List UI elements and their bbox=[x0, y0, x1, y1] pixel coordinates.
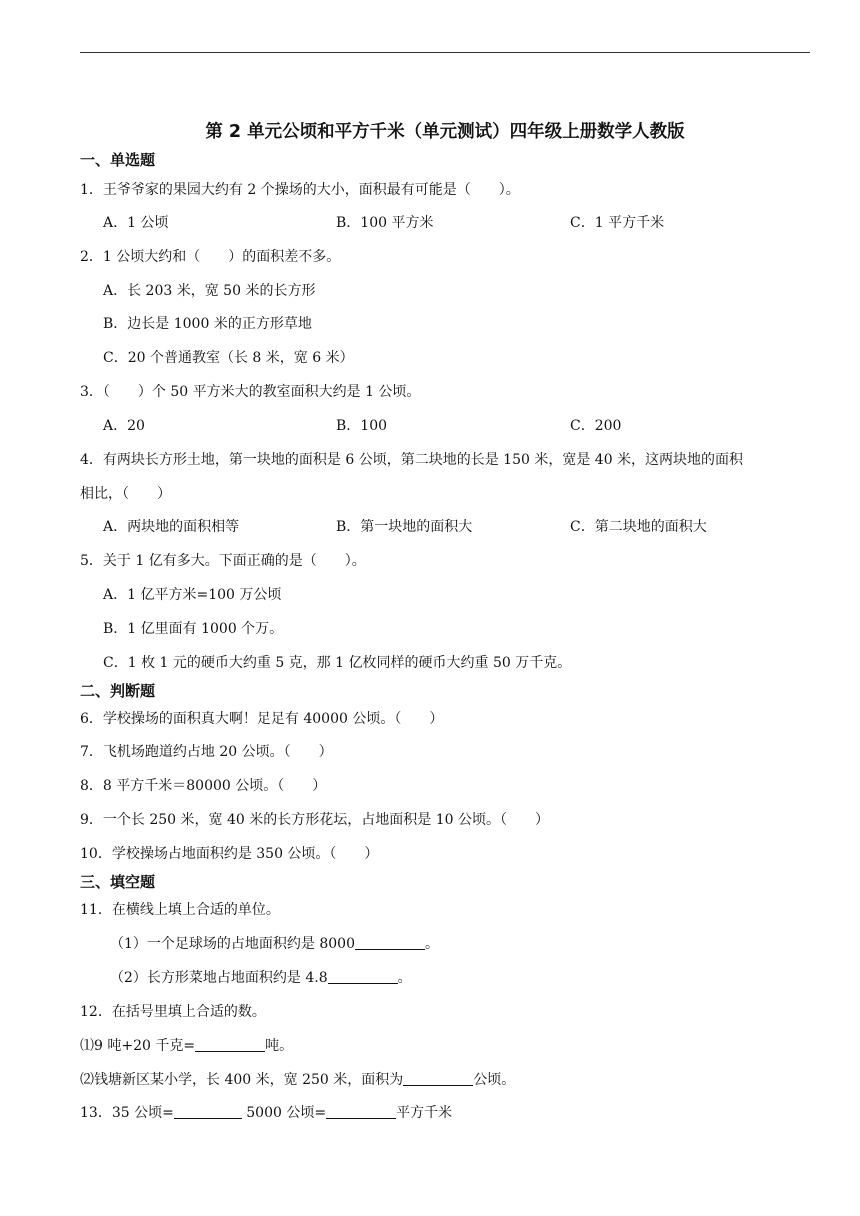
question-6: 6．学校操场的面积真大啊！足足有 40000 公顷。（ ） bbox=[80, 711, 444, 727]
question-4-line-1: 4．有两块长方形土地，第一块地的面积是 6 公顷，第二块地的长是 150 米，宽是 40 米，这两块地的面积 bbox=[80, 452, 744, 468]
q2-option-b: B．边长是 1000 米的正方形草地 bbox=[103, 316, 312, 332]
q4-option-c: C．第二块地的面积大 bbox=[570, 519, 707, 535]
q5-option-b: B．1 亿里面有 1000 个万。 bbox=[103, 621, 284, 637]
q3-option-c: C．200 bbox=[570, 418, 622, 434]
question-11-part-1 bbox=[110, 934, 439, 954]
q11-p1-text: （1）一个足球场的占地面积约是 8000 bbox=[110, 936, 355, 952]
question-5: 5．关于 1 亿有多大。下面正确的是（ ）。 bbox=[80, 553, 366, 569]
question-12-part-2 bbox=[80, 1070, 515, 1090]
question-10: 10．学校操场占地面积约是 350 公顷。（ ） bbox=[80, 846, 379, 862]
question-9: 9．一个长 250 米，宽 40 米的长方形花坛，占地面积是 10 公顷。（ ） bbox=[80, 812, 549, 828]
q1-option-c: C．1 平方千米 bbox=[570, 215, 665, 231]
question-11: 11．在横线上填上合适的单位。 bbox=[80, 902, 280, 918]
question-2: 2．1 公顷大约和（ ）的面积差不多。 bbox=[80, 249, 341, 265]
question-3: 3．（ ）个 50 平方米大的教室面积大约是 1 公顷。 bbox=[80, 384, 421, 400]
q12-p1-text: ⑴9 吨+20 千克= bbox=[80, 1038, 196, 1054]
q11-p2-text: （2）长方形菜地占地面积约是 4.8 bbox=[110, 970, 328, 986]
q11-p2-blank[interactable] bbox=[328, 969, 398, 984]
q12-p2-blank[interactable] bbox=[403, 1071, 473, 1086]
q13-p2-blank[interactable] bbox=[326, 1104, 396, 1119]
question-12-part-1 bbox=[80, 1036, 293, 1056]
q13-p2-end: 平方千米 bbox=[396, 1105, 453, 1121]
q5-option-c: C．1 枚 1 元的硬币大约重 5 克，那 1 亿枚同样的硬币大约重 50 万千克。 bbox=[103, 655, 572, 671]
q3-option-a: A．20 bbox=[103, 418, 145, 434]
q11-p2-end: 。 bbox=[397, 970, 412, 986]
question-11-part-2 bbox=[110, 968, 412, 988]
question-12: 12．在括号里填上合适的数。 bbox=[80, 1004, 266, 1020]
q12-p2-end: 公顷。 bbox=[473, 1072, 516, 1088]
question-13 bbox=[80, 1103, 452, 1123]
q13-p1-blank[interactable] bbox=[174, 1104, 242, 1119]
q4-option-a: A．两块地的面积相等 bbox=[103, 519, 240, 535]
page-title: 第 2 单元公顷和平方千米（单元测试）四年级上册数学人教版 bbox=[205, 122, 685, 142]
section-heading-single-choice: 一、单选题 bbox=[80, 151, 156, 169]
q4-option-b: B．第一块地的面积大 bbox=[336, 519, 473, 535]
q1-option-a: A．1 公顷 bbox=[103, 215, 169, 231]
q12-p1-blank[interactable] bbox=[195, 1037, 265, 1052]
question-4-line-2: 相比，（ ） bbox=[80, 486, 171, 502]
q12-p1-end: 吨。 bbox=[265, 1038, 294, 1054]
q13-p2-text: 5000 公顷= bbox=[241, 1105, 327, 1121]
q5-option-a: A．1 亿平方米=100 万公顷 bbox=[103, 587, 282, 603]
question-1: 1．王爷爷家的果园大约有 2 个操场的大小，面积最有可能是（ ）。 bbox=[80, 182, 520, 198]
header-rule bbox=[80, 52, 810, 53]
q13-p1-text: 13．35 公顷= bbox=[80, 1105, 174, 1121]
q11-p1-end: 。 bbox=[425, 936, 439, 952]
question-8: 8．8 平方千米＝80000 公顷。（ ） bbox=[80, 778, 327, 794]
q11-p1-blank[interactable] bbox=[355, 935, 425, 950]
section-heading-true-false: 二、判断题 bbox=[80, 682, 156, 700]
section-heading-fill-in: 三、填空题 bbox=[80, 873, 156, 891]
q2-option-a: A．长 203 米，宽 50 米的长方形 bbox=[103, 283, 316, 299]
q3-option-b: B．100 bbox=[336, 418, 388, 434]
q12-p2-text: ⑵钱塘新区某小学，长 400 米，宽 250 米，面积为 bbox=[80, 1072, 404, 1088]
question-7: 7．飞机场跑道约占地 20 公顷。（ ） bbox=[80, 744, 333, 760]
q1-option-b: B．100 平方米 bbox=[336, 215, 434, 231]
q2-option-c: C．20 个普通教室（长 8 米，宽 6 米） bbox=[103, 350, 354, 366]
